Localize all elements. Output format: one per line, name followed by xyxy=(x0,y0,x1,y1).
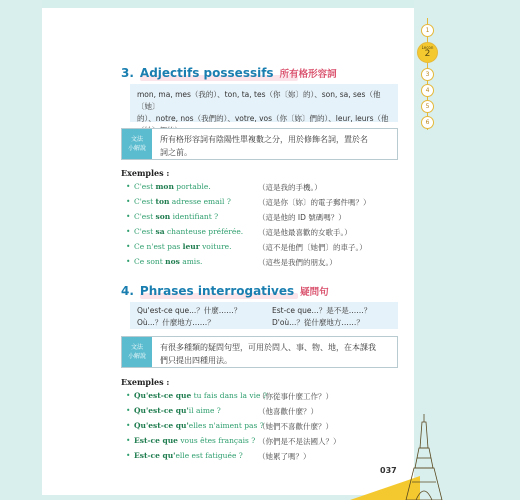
lesson-tab-5[interactable]: 5 xyxy=(421,100,434,113)
example-zh: （這是我的手機。） xyxy=(258,183,322,192)
grammar-note-tag xyxy=(122,129,152,159)
example-zh: （她累了嗎？） xyxy=(258,452,311,461)
possessives-box xyxy=(130,84,398,122)
section3-title-fr: Adjectifs possessifs xyxy=(139,66,274,80)
bullet-icon: • xyxy=(126,436,131,445)
example-row xyxy=(126,227,406,239)
interrogatives-box xyxy=(130,302,398,329)
possessives-line-2: 的）、notre, nos（我們的）、votre, vos（你〔妳〕們的）、leur, leurs（他 xyxy=(137,114,389,123)
interrogative-item: Est-ce que...？是不是……？ xyxy=(272,306,372,315)
bullet-icon: • xyxy=(126,242,131,251)
note-tag-line-1: 文法 xyxy=(130,344,143,351)
lesson-tab-2-active[interactable] xyxy=(417,42,438,63)
lesson-tab-number: 2 xyxy=(424,49,431,59)
section4-title-zh: 疑問句 xyxy=(300,287,329,298)
example-zh: （你從事什麼工作？） xyxy=(258,392,333,401)
example-zh: （他喜歡什麼？） xyxy=(258,407,318,416)
example-fr: Ce n'est pas leur voiture. xyxy=(134,242,232,251)
page-number: 037 xyxy=(380,466,397,475)
bullet-icon: • xyxy=(126,391,131,400)
section3-title-zh: 所有格形容詞 xyxy=(279,69,337,80)
example-row xyxy=(126,406,406,418)
lesson-tab-1[interactable]: 1 xyxy=(421,24,434,37)
lesson-tab-6[interactable]: 6 xyxy=(421,116,434,129)
example-row xyxy=(126,212,406,224)
example-zh: （這是他的 ID 號碼嗎？） xyxy=(258,213,346,222)
example-fr: C'est ton adresse email ? xyxy=(134,197,231,206)
example-zh: （她們不喜歡什麼？） xyxy=(258,422,333,431)
note-text-line-2: 們只提出四種用法。 xyxy=(160,356,232,366)
note-tag-line-2: 小解說 xyxy=(127,353,146,360)
example-fr: Qu'est-ce que tu fais dans la vie ? xyxy=(134,391,267,400)
grammar-note-text xyxy=(152,337,397,367)
section3-number: 3. xyxy=(121,66,134,80)
section4-title xyxy=(121,284,329,298)
grammar-note-text xyxy=(152,129,397,159)
interrogative-item: D'où...？從什麼地方……？ xyxy=(272,318,364,327)
grammar-note-4 xyxy=(121,336,398,368)
exemples-label-4: Exemples : xyxy=(121,377,170,387)
section4-title-fr: Phrases interrogatives xyxy=(139,284,295,298)
bullet-icon: • xyxy=(126,421,131,430)
example-zh: （這些是我們的朋友。） xyxy=(258,258,337,267)
interrogative-item: Qu'est-ce que...？什麼……？ xyxy=(137,306,242,315)
example-fr: Est-ce qu'elle est fatiguée ? xyxy=(134,451,243,460)
lesson-tab-4[interactable]: 4 xyxy=(421,84,434,97)
bullet-icon: • xyxy=(126,451,131,460)
example-zh: （這是他最喜歡的女歌手。） xyxy=(258,228,352,237)
exemples-label-3: Exemples : xyxy=(121,168,170,178)
example-fr: C'est son identifiant ? xyxy=(134,212,219,221)
possessives-line-1: mon, ma, mes（我的）、ton, ta, tes（你〔妳〕的）、son, sa, ses（他〔她〕 xyxy=(137,90,381,111)
bullet-icon: • xyxy=(126,257,131,266)
example-row xyxy=(126,451,406,463)
example-fr: Qu'est-ce qu'il aime ? xyxy=(134,406,221,415)
example-row xyxy=(126,197,406,209)
note-tag-line-2: 小解說 xyxy=(127,145,146,152)
example-row xyxy=(126,421,406,433)
note-text-line-1: 所有格形容詞有陰陽性單複數之分，用於修飾名詞，置於名 xyxy=(160,135,368,144)
example-zh: （這不是他們〔她們〕的車子。） xyxy=(258,243,367,252)
grammar-note-tag xyxy=(122,337,152,367)
example-fr: Ce sont nos amis. xyxy=(134,257,203,266)
note-tag-line-1: 文法 xyxy=(130,136,143,143)
lesson-tab-3[interactable]: 3 xyxy=(421,68,434,81)
example-zh: （這是你〔妳〕的電子郵件嗎？） xyxy=(258,198,371,207)
bullet-icon: • xyxy=(126,227,131,236)
example-row xyxy=(126,257,406,269)
eiffel-tower-icon xyxy=(404,412,444,500)
grammar-note-3 xyxy=(121,128,398,160)
bullet-icon: • xyxy=(126,406,131,415)
example-fr: C'est mon portable. xyxy=(134,182,211,191)
interrogative-item: Où...？什麼地方……？ xyxy=(137,318,215,327)
note-text-line-2: 詞之前。 xyxy=(160,148,192,158)
example-row xyxy=(126,182,406,194)
note-text-line-1: 有很多種類的疑問句型，可用於問人、事、物、地，在本課我 xyxy=(160,343,376,352)
bullet-icon: • xyxy=(126,182,131,191)
example-row xyxy=(126,436,406,448)
section4-number: 4. xyxy=(121,284,134,298)
example-fr: Qu'est-ce qu'elles n'aiment pas ? xyxy=(134,421,264,430)
lesson-tab-sublabel: Leçon xyxy=(421,45,434,50)
example-fr: Est-ce que vous êtes français ? xyxy=(134,436,256,445)
example-zh: （你們是不是法國人？） xyxy=(258,437,341,446)
bullet-icon: • xyxy=(126,212,131,221)
section3-title xyxy=(121,66,337,80)
example-row xyxy=(126,391,406,403)
lesson-tabs xyxy=(414,18,444,138)
example-row xyxy=(126,242,406,254)
example-fr: C'est sa chanteuse préférée. xyxy=(134,227,244,236)
bullet-icon: • xyxy=(126,197,131,206)
